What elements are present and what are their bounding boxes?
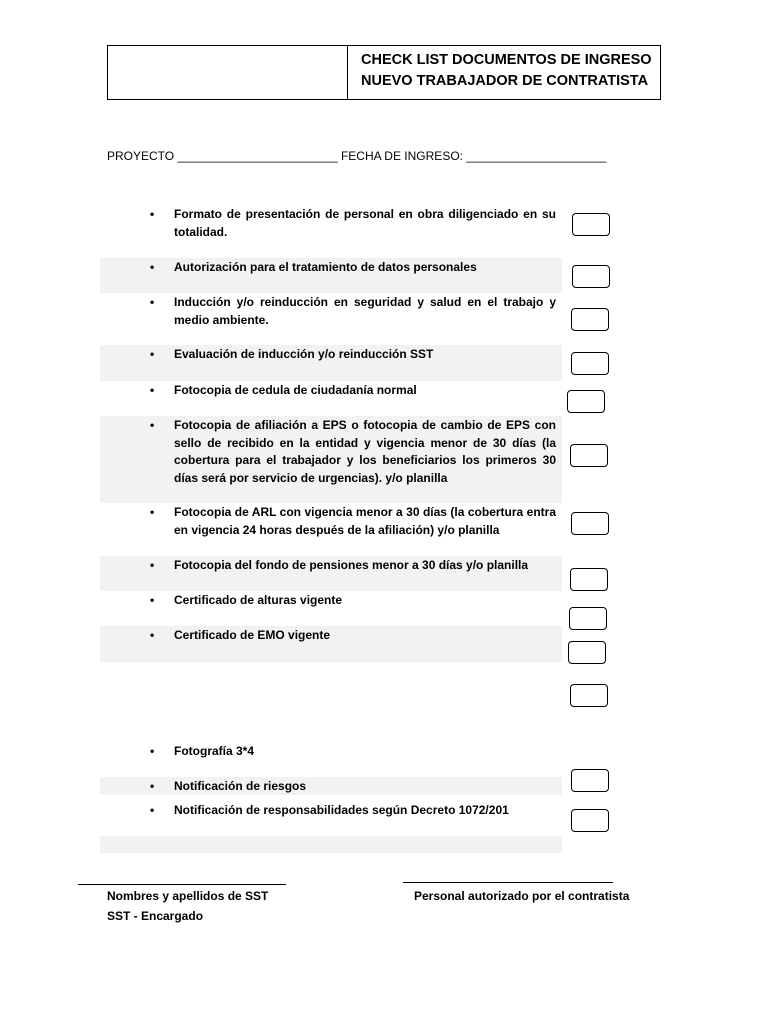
bullet: • (150, 628, 155, 642)
bullet: • (150, 383, 155, 397)
item-text: Fotocopia de afiliación a EPS o fotocopia de cambio de EPS con sello de recibido en la entidad y vigencia menor de 30 días (la cobertura para el trabajador y los beneficiarios los primeros 30 días será por servicio de urgencias). y/o planilla (174, 418, 556, 485)
checklist-item (150, 592, 556, 610)
checklist-item (150, 743, 556, 761)
checkbox[interactable] (570, 568, 608, 591)
logo-cell (108, 46, 348, 99)
signature-line-left (78, 884, 286, 885)
bullet: • (150, 558, 155, 572)
checkbox[interactable] (571, 809, 609, 832)
signature-label-left (107, 886, 268, 926)
item-text: Fotografía 3*4 (174, 744, 255, 758)
bullet: • (150, 779, 155, 793)
signature-line-right (403, 882, 613, 883)
bullet: • (150, 505, 155, 519)
bullet: • (150, 347, 155, 361)
sst-name-label: Nombres y apellidos de SST (107, 889, 269, 903)
checkbox[interactable] (572, 265, 610, 288)
item-text: Evaluación de inducción y/o reinducción SST (174, 347, 434, 361)
bullet: • (150, 593, 155, 607)
item-text: Fotocopia del fondo de pensiones menor a 30 días y/o planilla (174, 558, 529, 572)
bullet: • (150, 207, 155, 221)
bullet: • (150, 260, 155, 274)
shaded-row (100, 836, 562, 853)
item-text: Certificado de EMO vigente (174, 628, 331, 642)
item-text: Fotocopia de ARL con vigencia menor a 30 días (la cobertura entra en vigencia 24 horas después de la afiliación) y/o planilla (174, 505, 556, 537)
document-title (348, 46, 660, 99)
checkbox[interactable] (568, 641, 606, 664)
checkbox[interactable] (572, 213, 610, 236)
item-text: Notificación de riesgos (174, 779, 307, 793)
title-line-2: NUEVO TRABAJADOR DE CONTRATISTA (361, 73, 649, 89)
checklist-item (150, 382, 556, 400)
checkbox[interactable] (567, 390, 605, 413)
item-text: Autorización para el tratamiento de datos personales (174, 260, 477, 274)
signature-label-right: Personal autorizado por el contratista (414, 889, 630, 903)
bullet: • (150, 744, 155, 758)
item-text: Notificación de responsabilidades según Decreto 1072/201 (174, 803, 509, 817)
checklist-item (150, 802, 556, 820)
item-text: Formato de presentación de personal en obra diligenciado en su totalidad. (174, 207, 556, 239)
checkbox[interactable] (570, 444, 608, 467)
bullet: • (150, 803, 155, 817)
item-text: Fotocopia de cedula de ciudadanía normal (174, 383, 417, 397)
checklist-item (150, 259, 556, 277)
checklist-item (150, 504, 556, 539)
checklist-item (150, 206, 556, 241)
sst-role-label: SST - Encargado (107, 909, 204, 923)
header-box (107, 45, 661, 100)
checkbox[interactable] (571, 308, 609, 331)
project-date-line: PROYECTO ________________________ FECHA DE INGRESO: _____________________ (107, 149, 607, 163)
title-line-1: CHECK LIST DOCUMENTOS DE INGRESO (361, 52, 652, 68)
checklist-item (150, 627, 556, 645)
checklist-item (150, 778, 556, 796)
checklist-item (150, 557, 556, 575)
checkbox[interactable] (571, 769, 609, 792)
checkbox[interactable] (571, 352, 609, 375)
checkbox[interactable] (571, 512, 609, 535)
checklist-item (150, 417, 556, 487)
checklist-item (150, 346, 556, 364)
checkbox[interactable] (570, 684, 608, 707)
bullet: • (150, 295, 155, 309)
checklist-item (150, 294, 556, 329)
checkbox[interactable] (569, 607, 607, 630)
item-text: Inducción y/o reinducción en seguridad y salud en el trabajo y medio ambiente. (174, 295, 556, 327)
item-text: Certificado de alturas vigente (174, 593, 343, 607)
bullet: • (150, 418, 155, 432)
